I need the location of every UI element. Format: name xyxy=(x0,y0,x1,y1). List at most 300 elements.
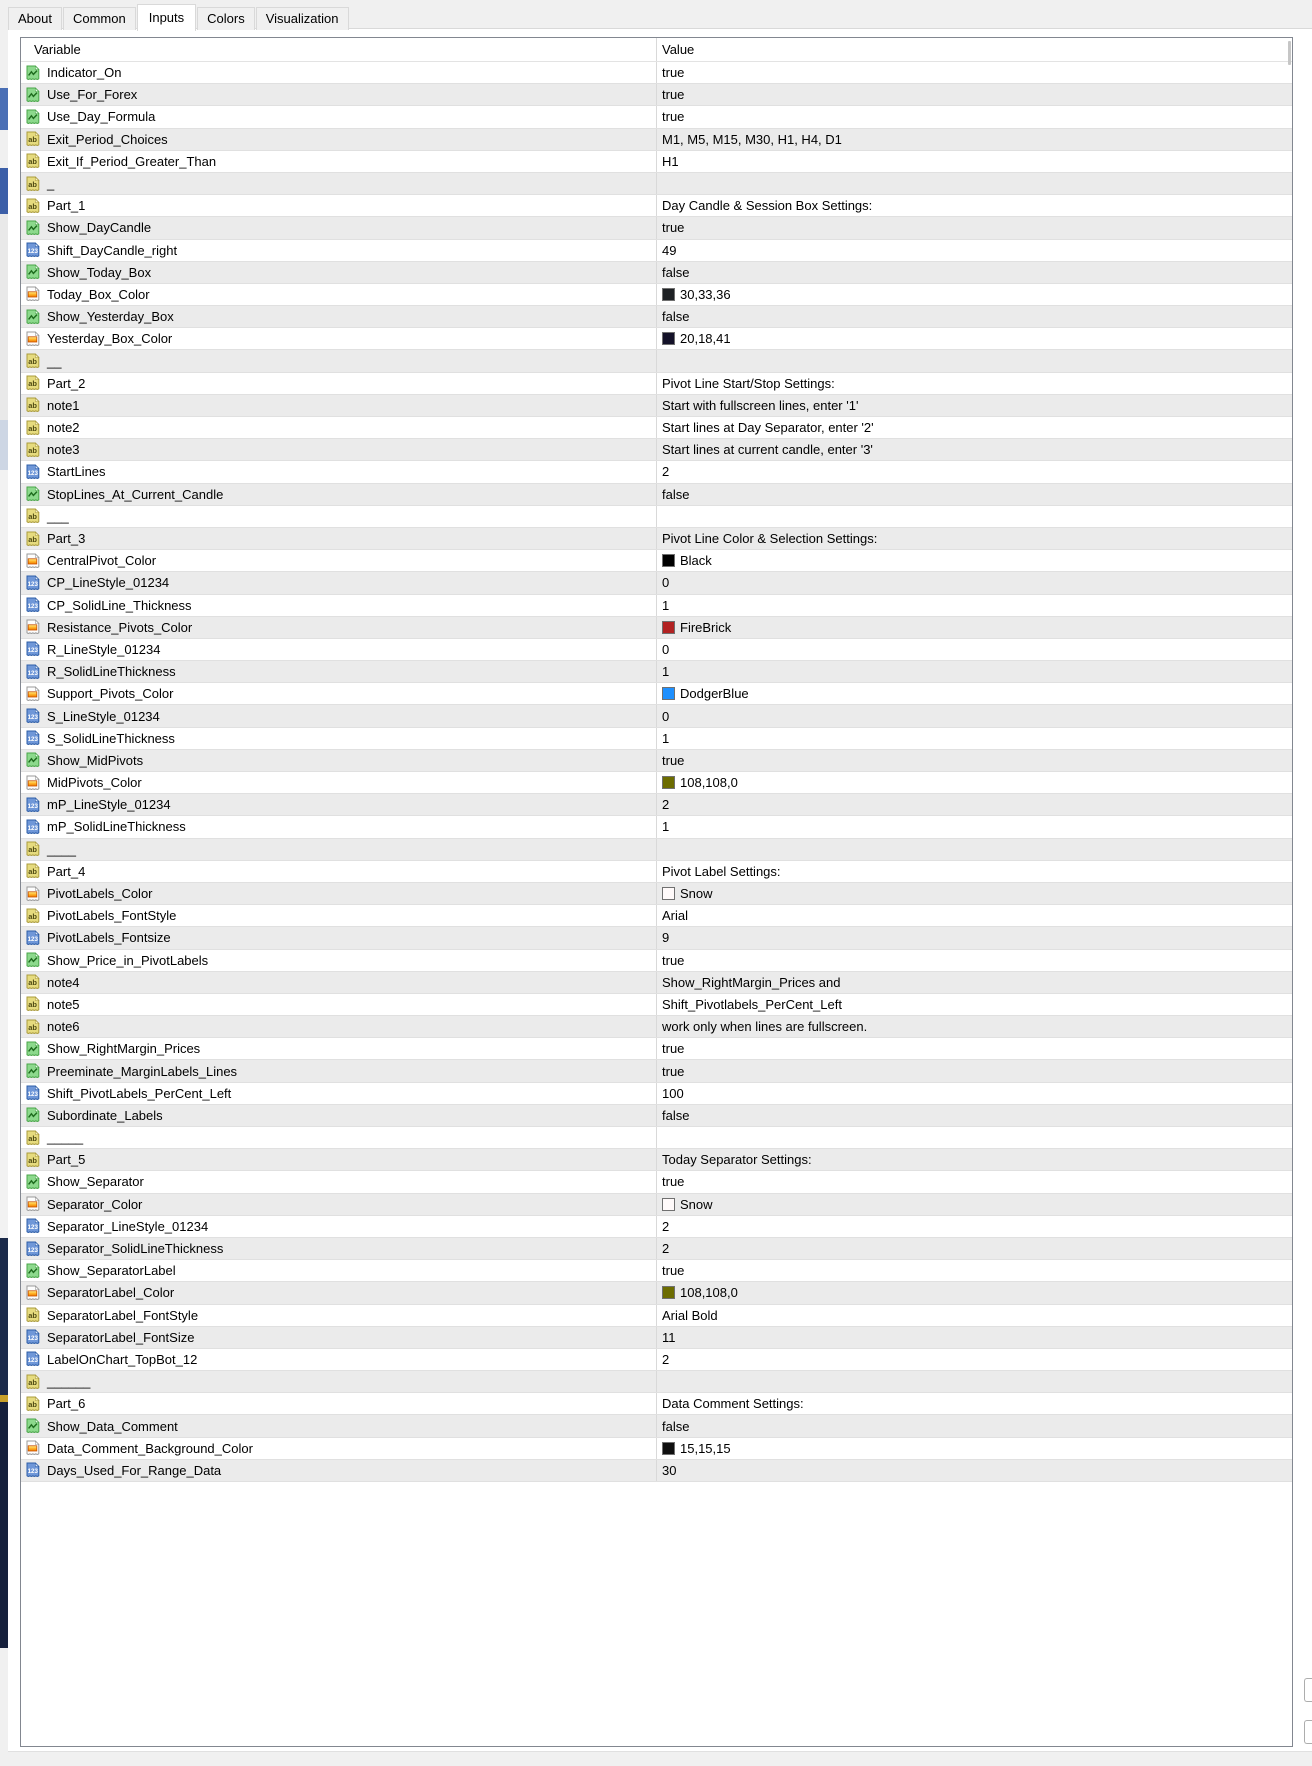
tab-inputs[interactable]: Inputs xyxy=(137,4,196,31)
variable-value: Start lines at current candle, enter '3' xyxy=(662,442,873,458)
variable-cell xyxy=(21,839,656,860)
value-cell[interactable] xyxy=(656,373,1292,394)
color-input-icon xyxy=(25,886,41,902)
svg-text:123: 123 xyxy=(27,669,38,677)
value-cell[interactable] xyxy=(656,1327,1292,1348)
variable-value: 108,108,0 xyxy=(680,775,738,791)
variable-cell xyxy=(21,195,656,216)
table-row[interactable] xyxy=(21,661,1292,683)
color-input-icon xyxy=(25,686,41,702)
color-swatch xyxy=(662,621,675,634)
svg-text:ab: ab xyxy=(28,1377,37,1387)
variable-name: ___ xyxy=(47,508,69,524)
table-row[interactable] xyxy=(21,772,1292,794)
table-row[interactable] xyxy=(21,1327,1292,1349)
table-row[interactable] xyxy=(21,950,1292,972)
table-row[interactable] xyxy=(21,617,1292,639)
value-cell[interactable] xyxy=(656,1460,1292,1481)
variable-cell xyxy=(21,794,656,815)
table-row[interactable] xyxy=(21,62,1292,84)
value-cell[interactable] xyxy=(656,306,1292,327)
variable-cell xyxy=(21,373,656,394)
color-swatch xyxy=(662,776,675,789)
text-input-icon xyxy=(25,442,41,458)
svg-text:ab: ab xyxy=(28,1155,37,1165)
value-cell[interactable] xyxy=(656,84,1292,105)
table-row[interactable] xyxy=(21,639,1292,661)
dialog-bottom-band xyxy=(0,1751,1312,1766)
value-cell[interactable] xyxy=(656,1282,1292,1303)
variable-value: 0 xyxy=(662,575,670,591)
table-row[interactable] xyxy=(21,839,1292,861)
value-cell[interactable] xyxy=(656,173,1292,194)
value-cell[interactable] xyxy=(656,905,1292,926)
value-cell[interactable] xyxy=(656,1260,1292,1281)
tab-common[interactable]: Common xyxy=(63,7,136,30)
value-cell[interactable] xyxy=(656,1149,1292,1170)
variable-name: note6 xyxy=(47,1019,80,1035)
variable-name: Part_3 xyxy=(47,531,86,547)
variable-cell xyxy=(21,595,656,616)
value-cell[interactable] xyxy=(656,262,1292,283)
value-cell[interactable] xyxy=(656,1127,1292,1148)
table-row[interactable] xyxy=(21,217,1292,239)
variable-cell xyxy=(21,572,656,593)
table-row[interactable] xyxy=(21,1216,1292,1238)
svg-text:ab: ab xyxy=(28,445,37,455)
value-cell[interactable] xyxy=(656,617,1292,638)
value-cell[interactable] xyxy=(656,395,1292,416)
value-cell[interactable] xyxy=(656,1016,1292,1037)
table-row[interactable] xyxy=(21,994,1292,1016)
integer-input-icon xyxy=(25,730,41,746)
value-cell[interactable] xyxy=(656,328,1292,349)
variable-cell xyxy=(21,950,656,971)
variable-name: Support_Pivots_Color xyxy=(47,686,174,702)
text-input-icon xyxy=(25,1396,41,1412)
integer-input-icon xyxy=(25,1218,41,1234)
value-cell[interactable] xyxy=(656,728,1292,749)
cutoff-button-edge[interactable] xyxy=(1304,1720,1312,1744)
text-input-icon xyxy=(25,508,41,524)
value-cell[interactable] xyxy=(656,439,1292,460)
variable-value: 9 xyxy=(662,930,670,946)
variable-cell xyxy=(21,905,656,926)
tab-visualization[interactable]: Visualization xyxy=(256,7,349,30)
variable-name: Exit_If_Period_Greater_Than xyxy=(47,153,217,169)
scrollbar-thumb[interactable] xyxy=(1288,41,1291,65)
value-cell[interactable] xyxy=(656,1216,1292,1237)
integer-input-icon xyxy=(25,930,41,946)
value-cell[interactable] xyxy=(656,461,1292,482)
boolean-input-icon xyxy=(25,220,41,236)
table-row[interactable] xyxy=(21,1060,1292,1082)
value-cell[interactable] xyxy=(656,129,1292,150)
variable-cell xyxy=(21,1127,656,1148)
boolean-input-icon xyxy=(25,1174,41,1190)
variable-name: Subordinate_Labels xyxy=(47,1107,163,1123)
variable-name: Show_Yesterday_Box xyxy=(47,309,174,325)
svg-text:ab: ab xyxy=(28,534,37,544)
value-cell[interactable] xyxy=(656,950,1292,971)
value-cell[interactable] xyxy=(656,772,1292,793)
value-cell[interactable] xyxy=(656,683,1292,704)
variable-name: PivotLabels_FontStyle xyxy=(47,908,177,924)
table-row[interactable] xyxy=(21,1194,1292,1216)
table-row[interactable] xyxy=(21,1349,1292,1371)
table-row[interactable] xyxy=(21,195,1292,217)
tab-colors[interactable]: Colors xyxy=(197,7,255,30)
variable-value: Show_RightMargin_Prices and xyxy=(662,974,841,990)
variable-value: 2 xyxy=(662,797,670,813)
variable-value: FireBrick xyxy=(680,619,732,635)
table-row[interactable] xyxy=(21,905,1292,927)
variable-value: Data Comment Settings: xyxy=(662,1396,804,1412)
variable-name: note2 xyxy=(47,420,80,436)
table-row[interactable] xyxy=(21,572,1292,594)
table-row[interactable] xyxy=(21,1083,1292,1105)
value-cell[interactable] xyxy=(656,217,1292,238)
variable-value: true xyxy=(662,1063,685,1079)
value-cell[interactable] xyxy=(656,1060,1292,1081)
table-row[interactable] xyxy=(21,1238,1292,1260)
integer-input-icon xyxy=(25,1329,41,1345)
variable-name: note3 xyxy=(47,442,80,458)
text-input-icon xyxy=(25,397,41,413)
value-cell[interactable] xyxy=(656,639,1292,660)
svg-text:ab: ab xyxy=(28,401,37,411)
value-cell[interactable] xyxy=(656,106,1292,127)
variable-name: ____ xyxy=(47,841,76,857)
variable-value: Shift_Pivotlabels_PerCent_Left xyxy=(662,996,842,1012)
table-row[interactable] xyxy=(21,484,1292,506)
table-row[interactable] xyxy=(21,1149,1292,1171)
variable-name: Part_5 xyxy=(47,1152,86,1168)
value-cell[interactable] xyxy=(656,1105,1292,1126)
color-input-icon xyxy=(25,331,41,347)
value-cell[interactable] xyxy=(656,1415,1292,1436)
variable-value: 108,108,0 xyxy=(680,1285,738,1301)
svg-text:ab: ab xyxy=(28,1311,37,1321)
table-row[interactable] xyxy=(21,728,1292,750)
variable-name: Separator_SolidLineThickness xyxy=(47,1241,224,1257)
value-cell[interactable] xyxy=(656,1393,1292,1414)
table-row[interactable] xyxy=(21,1016,1292,1038)
value-cell[interactable] xyxy=(656,595,1292,616)
column-header-variable: Variable xyxy=(34,42,81,57)
color-swatch xyxy=(662,288,675,301)
variable-name: R_LineStyle_01234 xyxy=(47,641,161,657)
variable-name: _____ xyxy=(47,1130,84,1146)
table-row[interactable] xyxy=(21,240,1292,262)
table-row[interactable] xyxy=(21,461,1292,483)
value-cell[interactable] xyxy=(656,350,1292,371)
table-row[interactable] xyxy=(21,1038,1292,1060)
variable-name: Use_For_Forex xyxy=(47,87,138,103)
table-row[interactable] xyxy=(21,506,1292,528)
text-input-icon xyxy=(25,1130,41,1146)
variable-name: Part_4 xyxy=(47,863,86,879)
table-row[interactable] xyxy=(21,1127,1292,1149)
integer-input-icon xyxy=(25,664,41,680)
table-row[interactable] xyxy=(21,1460,1292,1482)
variable-value: 49 xyxy=(662,242,677,258)
table-row[interactable] xyxy=(21,1105,1292,1127)
table-row[interactable] xyxy=(21,417,1292,439)
variable-value: 1 xyxy=(662,730,670,746)
variable-cell xyxy=(21,417,656,438)
value-cell[interactable] xyxy=(656,1371,1292,1392)
variable-name: S_SolidLineThickness xyxy=(47,730,175,746)
value-cell[interactable] xyxy=(656,972,1292,993)
table-row[interactable] xyxy=(21,328,1292,350)
variable-name: SeparatorLabel_FontSize xyxy=(47,1329,195,1345)
variable-name: Separator_Color xyxy=(47,1196,143,1212)
value-cell[interactable] xyxy=(656,861,1292,882)
variable-cell xyxy=(21,284,656,305)
cutoff-button-edge[interactable] xyxy=(1304,1678,1312,1702)
variable-cell xyxy=(21,84,656,105)
boolean-input-icon xyxy=(25,486,41,502)
variable-cell xyxy=(21,816,656,837)
table-row[interactable] xyxy=(21,306,1292,328)
table-row[interactable] xyxy=(21,816,1292,838)
table-row[interactable] xyxy=(21,173,1292,195)
integer-input-icon xyxy=(25,1351,41,1367)
variable-name: Show_RightMargin_Prices xyxy=(47,1041,201,1057)
variable-name: note5 xyxy=(47,996,80,1012)
variable-cell xyxy=(21,550,656,571)
variable-name: Show_DayCandle xyxy=(47,220,152,236)
variable-cell xyxy=(21,883,656,904)
variable-name: note4 xyxy=(47,974,80,990)
value-cell[interactable] xyxy=(656,1305,1292,1326)
value-cell[interactable] xyxy=(656,484,1292,505)
text-input-icon xyxy=(25,974,41,990)
value-cell[interactable] xyxy=(656,927,1292,948)
value-cell[interactable] xyxy=(656,661,1292,682)
variable-cell xyxy=(21,772,656,793)
boolean-input-icon xyxy=(25,1107,41,1123)
table-row[interactable] xyxy=(21,528,1292,550)
inputs-table xyxy=(20,37,1293,1747)
table-row[interactable] xyxy=(21,683,1292,705)
value-cell[interactable] xyxy=(656,883,1292,904)
table-row[interactable] xyxy=(21,1260,1292,1282)
table-row[interactable] xyxy=(21,129,1292,151)
svg-text:123: 123 xyxy=(27,1224,38,1232)
variable-value: false xyxy=(662,486,690,502)
boolean-input-icon xyxy=(25,1263,41,1279)
svg-text:ab: ab xyxy=(28,423,37,433)
variable-name: Show_SeparatorLabel xyxy=(47,1263,176,1279)
text-input-icon xyxy=(25,198,41,214)
value-cell[interactable] xyxy=(656,1238,1292,1259)
value-cell[interactable] xyxy=(656,1038,1292,1059)
variable-name: Part_2 xyxy=(47,375,86,391)
boolean-input-icon xyxy=(25,264,41,280)
integer-input-icon xyxy=(25,1241,41,1257)
table-row[interactable] xyxy=(21,1415,1292,1437)
variable-cell xyxy=(21,62,656,83)
color-swatch xyxy=(662,332,675,345)
svg-text:ab: ab xyxy=(28,978,37,988)
variable-value: 11 xyxy=(662,1329,676,1345)
variable-value: 2 xyxy=(662,464,670,480)
color-input-icon xyxy=(25,553,41,569)
variable-value: H1 xyxy=(662,153,679,169)
variable-value: Arial xyxy=(662,908,689,924)
table-row[interactable] xyxy=(21,439,1292,461)
variable-value: 30,33,36 xyxy=(680,286,731,302)
table-row[interactable] xyxy=(21,106,1292,128)
variable-cell xyxy=(21,972,656,993)
variable-value: 0 xyxy=(662,708,670,724)
variable-cell xyxy=(21,617,656,638)
color-input-icon xyxy=(25,1440,41,1456)
table-row[interactable] xyxy=(21,262,1292,284)
variable-value: 15,15,15 xyxy=(680,1440,731,1456)
variable-cell xyxy=(21,1327,656,1348)
svg-text:ab: ab xyxy=(28,512,37,522)
value-cell[interactable] xyxy=(656,151,1292,172)
variable-name: Days_Used_For_Range_Data xyxy=(47,1462,222,1478)
table-body xyxy=(21,62,1292,1482)
table-header xyxy=(21,38,1292,62)
table-row[interactable] xyxy=(21,750,1292,772)
table-row[interactable] xyxy=(21,373,1292,395)
variable-value: 30 xyxy=(662,1462,677,1478)
value-cell[interactable] xyxy=(656,528,1292,549)
variable-value: 2 xyxy=(662,1241,670,1257)
variable-cell xyxy=(21,1415,656,1436)
svg-text:123: 123 xyxy=(27,1091,38,1099)
table-row[interactable] xyxy=(21,972,1292,994)
variable-name: Part_1 xyxy=(47,198,86,214)
variable-value: true xyxy=(662,87,685,103)
variable-cell xyxy=(21,484,656,505)
variable-name: Use_Day_Formula xyxy=(47,109,156,125)
value-cell[interactable] xyxy=(656,62,1292,83)
value-cell[interactable] xyxy=(656,1438,1292,1459)
table-row[interactable] xyxy=(21,550,1292,572)
variable-value: 1 xyxy=(662,597,670,613)
value-cell[interactable] xyxy=(656,284,1292,305)
value-cell[interactable] xyxy=(656,572,1292,593)
variable-cell xyxy=(21,1438,656,1459)
table-row[interactable] xyxy=(21,1393,1292,1415)
integer-input-icon xyxy=(25,1085,41,1101)
table-row[interactable] xyxy=(21,395,1292,417)
variable-cell xyxy=(21,1038,656,1059)
variable-name: _ xyxy=(47,176,55,192)
variable-cell xyxy=(21,306,656,327)
value-cell[interactable] xyxy=(656,506,1292,527)
variable-cell xyxy=(21,129,656,150)
variable-value: M1, M5, M15, M30, H1, H4, D1 xyxy=(662,131,842,147)
variable-name: Show_Price_in_PivotLabels xyxy=(47,952,209,968)
table-row[interactable] xyxy=(21,151,1292,173)
table-row[interactable] xyxy=(21,350,1292,372)
text-input-icon xyxy=(25,1019,41,1035)
value-cell[interactable] xyxy=(656,994,1292,1015)
variable-value: Pivot Line Color & Selection Settings: xyxy=(662,531,878,547)
variable-value: Black xyxy=(680,553,712,569)
variable-cell xyxy=(21,106,656,127)
tab-about[interactable]: About xyxy=(8,7,62,30)
table-row[interactable] xyxy=(21,705,1292,727)
value-cell[interactable] xyxy=(656,705,1292,726)
variable-value: true xyxy=(662,952,685,968)
variable-cell xyxy=(21,1305,656,1326)
variable-name: __ xyxy=(47,353,62,369)
variable-name: Separator_LineStyle_01234 xyxy=(47,1218,209,1234)
table-row[interactable] xyxy=(21,861,1292,883)
table-row[interactable] xyxy=(21,927,1292,949)
variable-name: Show_Data_Comment xyxy=(47,1418,178,1434)
variable-value: 0 xyxy=(662,641,670,657)
value-cell[interactable] xyxy=(656,550,1292,571)
value-cell[interactable] xyxy=(656,1194,1292,1215)
value-cell[interactable] xyxy=(656,794,1292,815)
value-cell[interactable] xyxy=(656,1171,1292,1192)
table-row[interactable] xyxy=(21,595,1292,617)
svg-text:123: 123 xyxy=(27,1357,38,1365)
variable-cell xyxy=(21,506,656,527)
table-row[interactable] xyxy=(21,1282,1292,1304)
value-cell[interactable] xyxy=(656,816,1292,837)
variable-cell xyxy=(21,1216,656,1237)
variable-cell xyxy=(21,528,656,549)
value-cell[interactable] xyxy=(656,417,1292,438)
svg-text:123: 123 xyxy=(27,602,38,610)
value-cell[interactable] xyxy=(656,1349,1292,1370)
table-row[interactable] xyxy=(21,84,1292,106)
variable-value: Pivot Label Settings: xyxy=(662,863,781,879)
table-row[interactable] xyxy=(21,794,1292,816)
value-cell[interactable] xyxy=(656,750,1292,771)
table-row[interactable] xyxy=(21,1371,1292,1393)
svg-text:123: 123 xyxy=(27,824,38,832)
boolean-input-icon xyxy=(25,752,41,768)
text-input-icon xyxy=(25,863,41,879)
table-row[interactable] xyxy=(21,284,1292,306)
variable-name: Data_Comment_Background_Color xyxy=(47,1440,253,1456)
variable-name: S_LineStyle_01234 xyxy=(47,708,160,724)
svg-text:ab: ab xyxy=(28,845,37,855)
value-cell[interactable] xyxy=(656,195,1292,216)
svg-text:ab: ab xyxy=(28,1133,37,1143)
integer-input-icon xyxy=(25,464,41,480)
integer-input-icon xyxy=(25,819,41,835)
text-input-icon xyxy=(25,1152,41,1168)
table-row[interactable] xyxy=(21,883,1292,905)
value-cell[interactable] xyxy=(656,839,1292,860)
table-row[interactable] xyxy=(21,1171,1292,1193)
boolean-input-icon xyxy=(25,1041,41,1057)
svg-text:123: 123 xyxy=(27,713,38,721)
color-swatch xyxy=(662,887,675,900)
variable-name: mP_SolidLineThickness xyxy=(47,819,186,835)
variable-name: Show_Today_Box xyxy=(47,264,152,280)
svg-text:ab: ab xyxy=(28,911,37,921)
svg-text:ab: ab xyxy=(28,1022,37,1032)
table-row[interactable] xyxy=(21,1438,1292,1460)
value-cell[interactable] xyxy=(656,240,1292,261)
value-cell[interactable] xyxy=(656,1083,1292,1104)
table-row[interactable] xyxy=(21,1305,1292,1327)
variable-cell xyxy=(21,1149,656,1170)
